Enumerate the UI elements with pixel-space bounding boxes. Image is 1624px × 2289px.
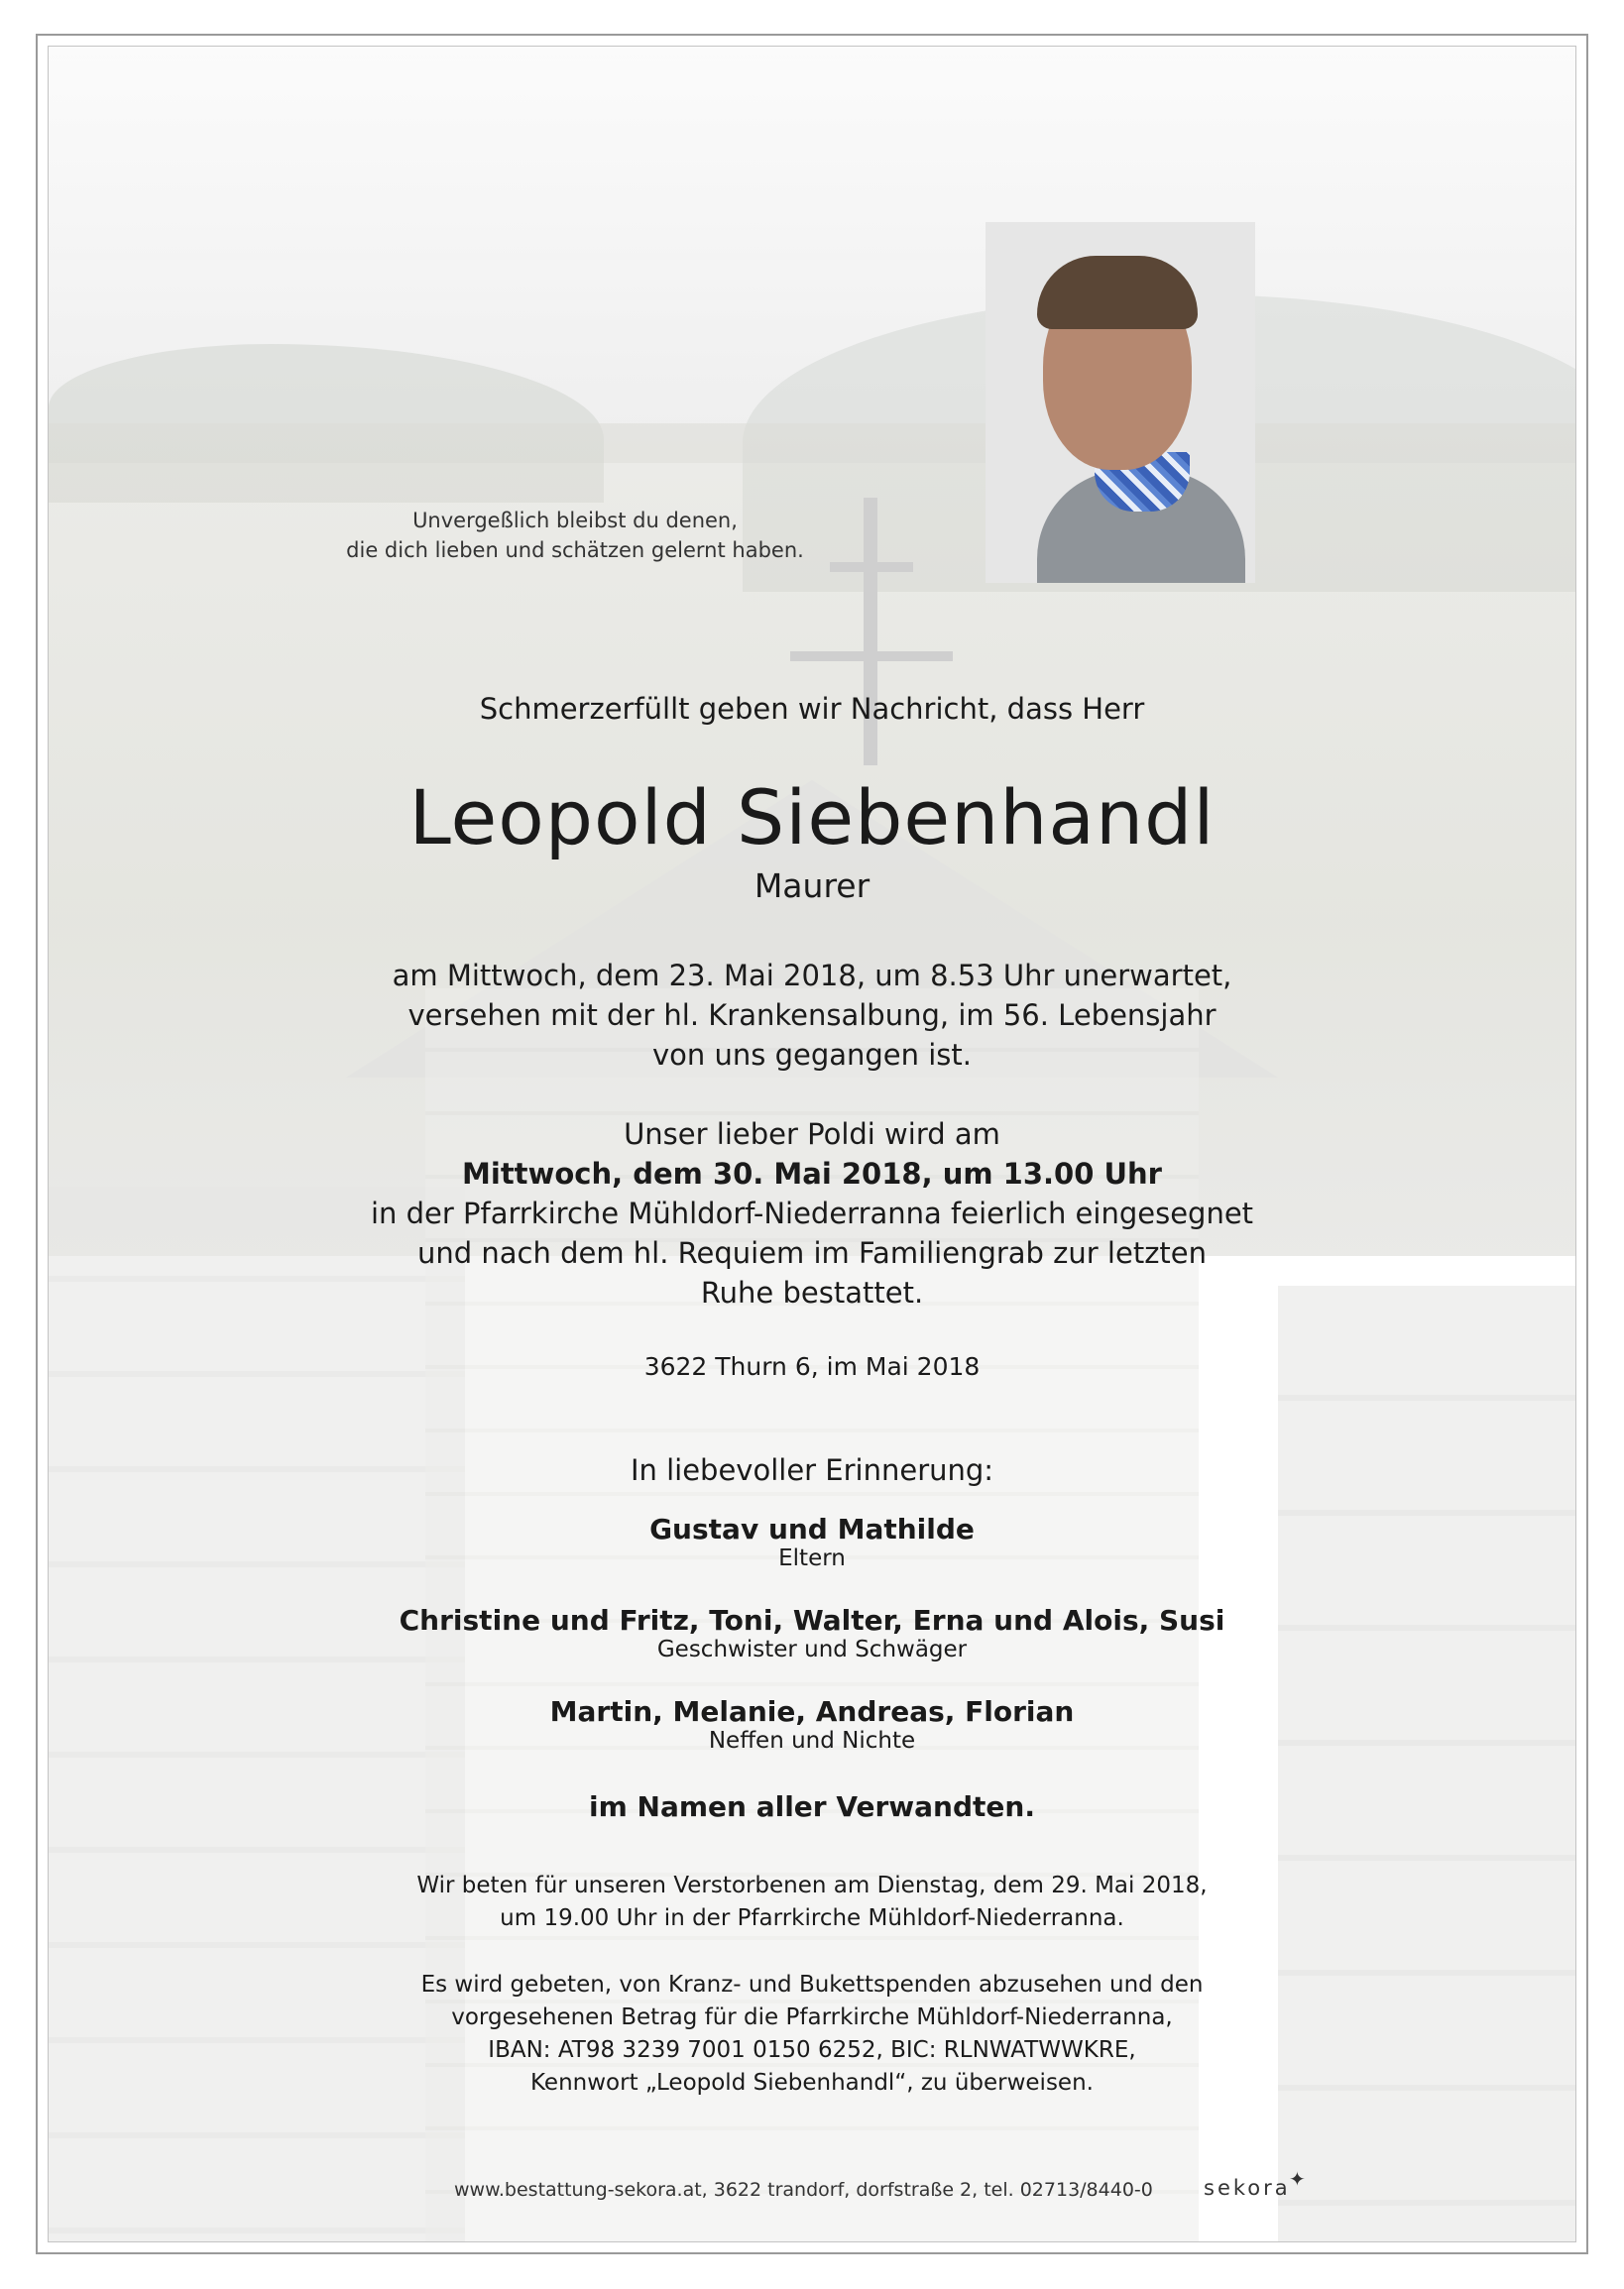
portrait-photo — [986, 222, 1255, 583]
funeral-line: Ruhe bestattet. — [700, 1276, 924, 1310]
death-line: versehen mit der hl. Krankensalbung, im 56. Lebensjahr — [407, 998, 1217, 1032]
memorial-quote — [297, 506, 853, 565]
donation-line: vorgesehenen Betrag für die Pfarrkirche Mühldorf-Niederranna, — [451, 2004, 1173, 2030]
funeral-line: in der Pfarrkirche Mühldorf-Niederranna feierlich eingesegnet — [370, 1197, 1254, 1230]
prayer-notice — [0, 1870, 1624, 1935]
funeral-line: und nach dem hl. Requiem im Familiengrab zur letzten — [416, 1236, 1208, 1270]
place-date: 3622 Thurn 6, im Mai 2018 — [643, 1352, 981, 1381]
funeral-line: Unser lieber Poldi wird am — [624, 1117, 1000, 1151]
mourner-names: Martin, Melanie, Andreas, Florian — [549, 1695, 1075, 1728]
death-notice — [0, 956, 1624, 1075]
mourner-names: Christine und Fritz, Toni, Walter, Erna und Alois, Susi — [399, 1604, 1225, 1637]
prayer-line: um 19.00 Uhr in der Pfarrkirche Mühldorf-Niederranna. — [500, 1905, 1124, 1931]
funeral-date: Mittwoch, dem 30. Mai 2018, um 13.00 Uhr — [462, 1157, 1162, 1191]
mourner-group — [0, 1695, 1624, 1754]
donation-notice — [0, 1969, 1624, 2100]
mourner-relation: Neffen und Nichte — [708, 1728, 916, 1754]
funeral-notice — [0, 1114, 1624, 1313]
donation-line: Es wird gebeten, von Kranz- und Bukettspenden abzusehen und den — [420, 1972, 1204, 1998]
deceased-profession: Maurer — [754, 866, 870, 905]
mourner-group — [0, 1513, 1624, 1571]
quote-line: Unvergeßlich bleibst du denen, — [412, 509, 738, 532]
donation-line: IBAN: AT98 3239 7001 0150 6252, BIC: RLNWATWWKRE, — [488, 2037, 1136, 2063]
bird-icon: ✦ — [1289, 2167, 1306, 2191]
intro-text: Schmerzerfüllt geben wir Nachricht, dass Herr — [479, 692, 1145, 726]
mourner-relation: Geschwister und Schwäger — [656, 1637, 968, 1662]
mourner-names: Gustav und Mathilde — [649, 1513, 975, 1545]
sekora-logo: sekora — [1204, 2176, 1291, 2200]
death-line: am Mittwoch, dem 23. Mai 2018, um 8.53 Uhr unerwartet, — [392, 959, 1232, 992]
all-relatives: im Namen aller Verwandten. — [589, 1790, 1035, 1823]
mourner-relation: Eltern — [778, 1545, 846, 1571]
footer-contact: www.bestattung-sekora.at, 3622 trandorf, dorfstraße 2, tel. 02713/8440-0 — [454, 2179, 1153, 2201]
death-line: von uns gegangen ist. — [651, 1038, 972, 1072]
remembrance-title: In liebevoller Erinnerung: — [630, 1453, 994, 1487]
prayer-line: Wir beten für unseren Verstorbenen am Dienstag, dem 29. Mai 2018, — [416, 1873, 1208, 1898]
donation-line: Kennwort „Leopold Siebenhandl“, zu überweisen. — [530, 2070, 1094, 2096]
mourner-group — [0, 1604, 1624, 1662]
deceased-name: Leopold Siebenhandl — [408, 773, 1216, 861]
quote-line: die dich lieben und schätzen gelernt haben. — [346, 538, 804, 562]
